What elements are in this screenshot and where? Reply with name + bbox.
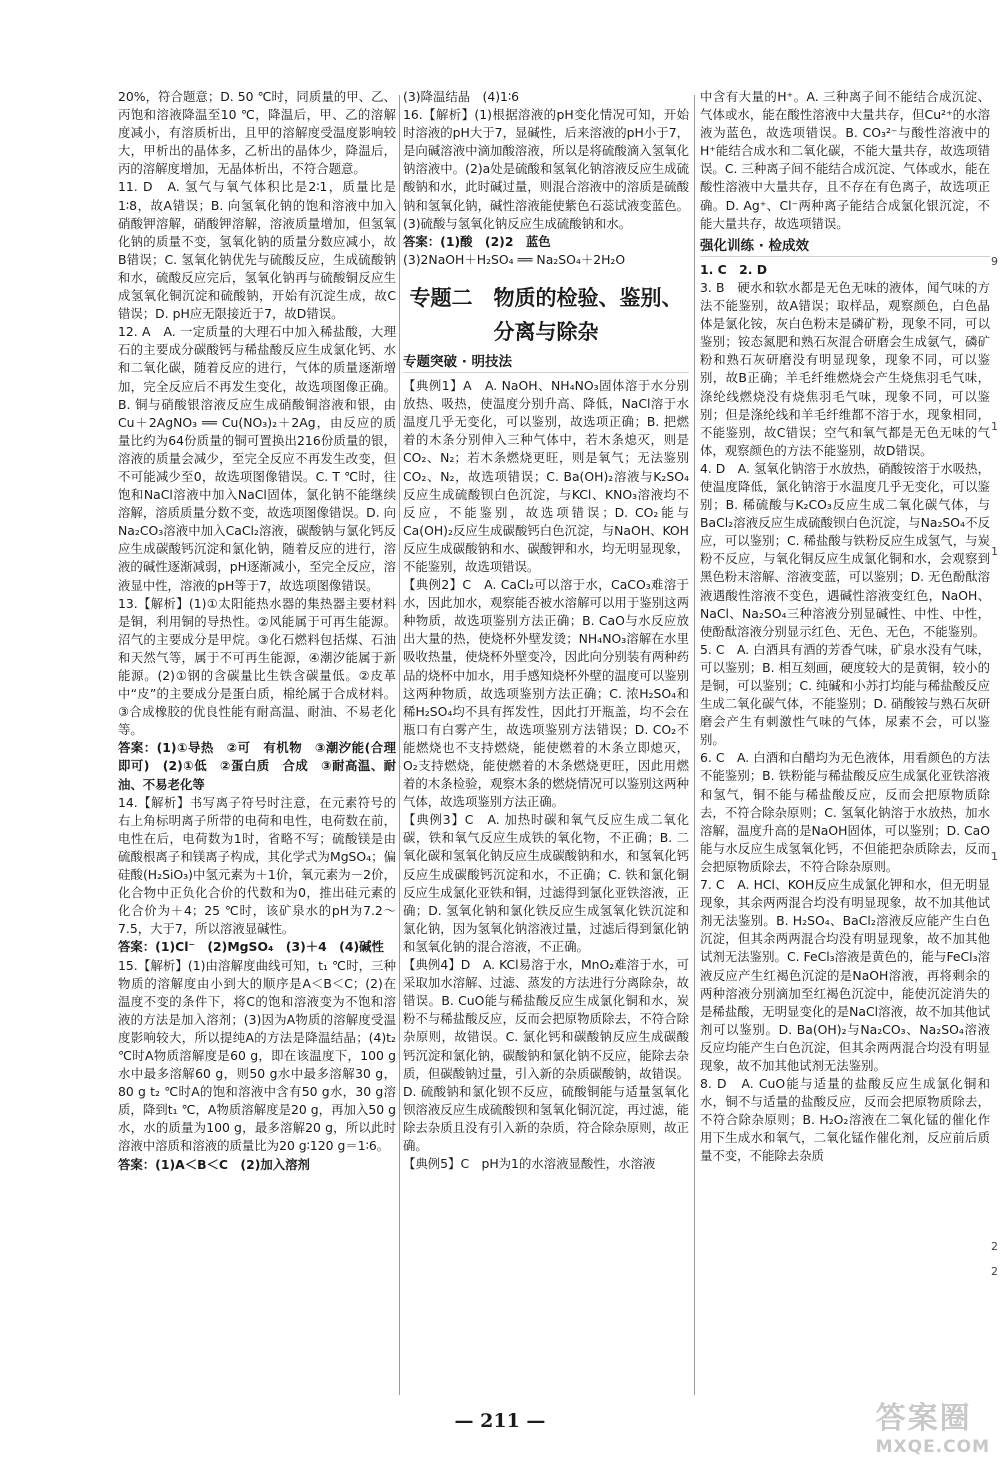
column-divider — [399, 95, 400, 1395]
answer-r6: 6. C A. 白酒和白醋均为无色液体，用看颜色的方法不能鉴别；B. 铁粉能与稀盐酸反应生成氯化亚铁溶液和氢气，铜不能与稀盐酸反应，反而会把原物质除去，不符合除杂原则；C. 氢氧化钠溶于水放热，加水溶解，温度升高的是NaOH固体，可以鉴别；D. CaO能与水反应生成氢氧化钙，不但能把杂质除去，反而会把原物质除去，不符合除杂原则。 — [700, 750, 990, 874]
middle-column — [403, 88, 689, 1438]
answer-q10-tail: 20%，符合题意；D. 50 ℃时，同质量的甲、乙、丙饱和溶液降温至10 ℃，降温后，甲、乙的溶解度减小，有溶质析出，且甲的溶解度受温度影响较大，甲析出的晶体多，乙析出的晶体少，降温后，丙的溶解度增加，无晶体析出，不符合题意。 — [118, 89, 396, 177]
answer-q15-key: 答案：(1)A＜B＜C (2)加入溶剂 — [118, 1156, 310, 1172]
right-column — [700, 88, 990, 1438]
example-4: 【典例4】D A. KCl易溶于水，MnO₂难溶于水，可采取加水溶解、过滤、蒸发的方法进行分离除杂，故错误。B. CuO能与稀盐酸反应生成氯化铜和水，炭粉不与稀盐酸反应，反而会把原物质除去，不符合除杂原则，故错误。C. 氯化钙和碳酸钠反应生成碳酸钙沉淀和氯化钠，碳酸钠和氯化钠不反应，能除去杂质，但碳酸钠过量，引入新的杂质碳酸钠，故错误。D. 硫酸钠和氯化钡不反应，硫酸铜能与适量氢氧化钡溶液反应生成硫酸钡和氢氧化铜沉淀，再过滤，能除去杂质且没有引入新的杂质，符合除杂原则，故正确。 — [403, 957, 689, 1153]
answer-q14-analysis: 14.【解析】书写离子符号时注意，在元素符号的右上角标明离子所带的电荷和电性，电荷数在前，电性在后，电荷数为1时，省略不写；硫酸镁是由硫酸根离子和镁离子构成，其化学式为MgSO₄；偏硅酸(H₂SiO₃)中氢元素为＋1价，氧元素为－2价，化合物中正负化合价的代数和为0，推出硅元素的化合价为＋4；25 ℃时，该矿泉水的pH为7.2～7.5，大于7，所以溶液显碱性。 — [118, 794, 396, 937]
answer-q15-key-tail: (3)降温结晶 (4)1∶6 — [403, 89, 520, 104]
answer-r1-2: 1. C 2. D — [700, 261, 768, 277]
topic-heading — [403, 281, 689, 349]
example-5-tail: 中含有大量的H⁺。A. 三种离子间不能结合成沉淀、气体或水，能在酸性溶液中大量共存，但Cu²⁺的水溶液为蓝色，故选项错误。B. CO₃²⁻与酸性溶液中的H⁺能结合成水和二氧化碳，不能大量共存，故选项错误。C. 三种离子间不能结合成沉淀、气体或水，能在酸性溶液中大量共存，且不存在有色离子，故选项正确。D. Ag⁺、Cl⁻两种离子能结合成氯化银沉淀，不能大量共存，故选项错误。 — [700, 89, 990, 231]
section-heading-training: 强化训练 · 检成效 — [700, 237, 990, 257]
answer-r3: 3. B 硬水和软水都是无色无味的液体，闻气味的方法不能鉴别，故A错误；取样品，观察颜色，白色晶体是氯化铵，灰白色粉末是磷矿粉，现象不同，可以鉴别；铵态氮肥和熟石灰混合研磨会生成氨气，磷矿粉和熟石灰研磨没有明显现象，现象不同，可以鉴别，故B正确；羊毛纤维燃烧会产生烧焦羽毛气味，涤纶线燃烧没有烧焦羽毛气味，现象不同，可以鉴别；但是涤纶线和羊毛纤维都不溶于水，现象相同，不能鉴别，故C错误；空气和氧气都是无色无味的气体，观察颜色的方法不能鉴别，故D错误。 — [700, 279, 990, 458]
example-2: 【典例2】C A. CaCl₂可以溶于水，CaCO₃难溶于水，因此加水，观察能否被水溶解可以用于鉴别这两种物质，故选项鉴别方法正确；B. CaO与水反应放出大量的热，使烧杯外壁发烫；NH₄NO₃溶解在水里吸收热量，使烧杯外壁变冷，因此向分别装有两种药品的烧杯中加水，用手感知烧杯外壁的温度可以鉴别这两种物质，故选项鉴别方法正确；C. 浓H₂SO₄和稀H₂SO₄均不具有挥发性，因此打开瓶盖，均不会在瓶口有白雾产生，故选项鉴别方法错误；D. CO₂不能燃烧也不支持燃烧，能使燃着的木条立即熄灭，O₂支持燃烧，能使燃着的木条燃烧更旺，因此用燃着的木条检验，观察木条的燃烧情况可以鉴别这两种气体，故选项鉴别方法正确。 — [403, 577, 689, 810]
example-1: 【典例1】A A. NaOH、NH₄NO₃固体溶于水分别放热、吸热，使温度分别升高、降低，NaCl溶于水温度几乎无变化，可以鉴别，故选项正确；B. 把燃着的木条分别伸入三种气体中，若木条熄灭，则是CO₂、N₂；若木条燃烧更旺，则是氧气；无法鉴别CO₂、N₂，故选项错误；C. Ba(OH)₂溶液与K₂SO₄反应生成硫酸钡白色沉淀，与KCl、KNO₃溶液均不反应，不能鉴别，故选项错误；D. CO₂能与Ca(OH)₂反应生成碳酸钙白色沉淀，与NaOH、KOH反应生成碳酸钠和水、碳酸钾和水，均无明显现象，不能鉴别，故选项错误。 — [403, 378, 689, 574]
watermark-url: MXQE.COM — [875, 1437, 990, 1457]
left-column — [118, 88, 396, 1438]
answer-q12: 12. A A. 一定质量的大理石中加入稀盐酸，大理石的主要成分碳酸钙与稀盐酸反应生成氯化钙、水和二氧化碳，随着反应的进行，气体的质量逐渐增加，完全反应后不再发生变化，故选项图像正确。B. 铜与硝酸银溶液反应生成硝酸铜溶液和银，由 Cu＋2AgNO₃ ══ Cu(NO₃)₂＋2Ag，由反应的质量比约为64份质量的铜可置换出216份质量的银，溶液的质量会减少，至完全反应不再发生改变，但不可能减少至0，故选项图像错误。C. T ℃时，往饱和NaCl溶液中加入NaCl固体，氯化钠不能继续溶解，溶质质量分数不变，故选项图像错误。D. 向Na₂CO₃溶液中加入CaCl₂溶液，碳酸钠与氯化钙反应生成碳酸钙沉淀和氯化钠，随着反应的进行，溶液的碱性逐渐减弱，pH逐渐减小，至完全反应，溶液显中性，溶液的pH等于7，故选项图像错误。 — [118, 324, 396, 593]
edge-mark: 9 — [991, 255, 998, 268]
answer-q16-key: 答案：(1)酸 (2)2 蓝色 — [403, 233, 551, 249]
answer-q13-key: 答案：(1)①导热 ②可 有机物 ③潮汐能(合理即可) (2)①低 ②蛋白质 合成 ③耐高温、耐油、不易老化等 — [118, 740, 396, 792]
answer-q13-analysis: 13.【解析】(1)①太阳能热水器的集热器主要材料是铜，利用铜的导热性。②风能属于可再生能源。沼气的主要成分是甲烷。③化石燃料包括煤、石油和天然气等，属于不可再生能源，④潮汐能属于新能源。(2)①钢的含碳量比生铁含碳量低。②皮革中“皮”的主要成分是蛋白质，棉纶属于合成材料。③合成橡胶的优良性能有耐高温、耐油、不易老化等。 — [118, 595, 396, 738]
edge-mark: 1 — [991, 545, 998, 558]
edge-mark: 2 — [991, 1265, 998, 1278]
answer-q16-equation: (3)2NaOH＋H₂SO₄ ══ Na₂SO₄＋2H₂O — [403, 251, 626, 267]
answer-r5: 5. C A. 白酒具有酒的芳香气味，矿泉水没有气味，可以鉴别；B. 相互刻画，硬度较大的是黄铜，较小的是铜，可以鉴别；C. 纯碱和小苏打均能与稀盐酸反应生成二氧化碳气体，不能鉴别；D. 硝酸铵与熟石灰研磨会产生有刺激性气味的气体，尿素不会，可以鉴别。 — [700, 641, 990, 748]
answer-q15-analysis: 15.【解析】(1)由溶解度曲线可知，t₁ ℃时，三种物质的溶解度由小到大的顺序是A＜B＜C；(2)在温度不变的条件下，将C的饱和溶液变为不饱和溶液的方法是加入溶剂；(3)因为A物质的溶解度受温度影响较大，所以提纯A的方法是降温结晶；(4)t₂ ℃时A物质溶解度是60 g，即在该温度下，100 g水中最多溶解60 g，则50 g水中最多溶解30 g，80 g t₂ ℃时A的饱和溶液中含有50 g水，30 g溶质，降到t₁ ℃，A物质溶解度是20 g，再加入50 g水，水的质量为100 g，最多溶解20 g，所以此时溶液中溶质和溶液的质量比为20 g∶120 g＝1∶6。 — [118, 957, 396, 1154]
answer-r8: 8. D A. CuO能与适量的盐酸反应生成氯化铜和水，铜不与适量的盐酸反应，反而会把原物质除去，不符合除杂原则；B. H₂O₂溶液在二氧化锰的催化作用下生成水和氧气，二氧化锰作催化剂，反应前后质量不变，不能除去杂质 — [700, 1076, 990, 1164]
section-heading-breakthrough: 专题突破 · 明技法 — [403, 353, 689, 373]
example-3: 【典例3】C A. 加热时碳和氧气反应生成二氧化碳，铁和氧气反应生成铁的氧化物，不正确；B. 二氧化碳和氢氧化钠反应生成碳酸钠和水，和氢氧化钙反应生成碳酸钙沉淀和水，不正确；C. 铁和氯化铜反应生成氯化亚铁和铜，过滤得到氯化亚铁溶液，正确；D. 氢氧化钠和氯化铁反应生成氢氧化铁沉淀和氯化钠，因为氢氧化钠溶液过量，过滤后得到氯化钠和氢氧化钠的混合溶液，不正确。 — [403, 812, 689, 954]
edge-mark: 1 — [991, 420, 998, 433]
watermark-text: 答案圈 — [875, 1401, 972, 1436]
page-number: — 211 — — [454, 1410, 546, 1432]
answer-q11: 11. D A. 氢气与氧气体积比是2∶1，质量比是1∶8，故A错误；B. 向氢氧化钠的饱和溶液中加入硝酸钾溶解，硝酸钾溶解，溶液质量增加，但氢氧化钠的质量不变，氢氧化钠的质量分数应减小，故B错误；C. 氢氧化钠优先与硫酸反应，生成硫酸钠和水，硫酸反应完后，氢氧化钠再与硫酸铜反应生成氢氧化铜沉淀和硫酸钠，开始有沉淀生成，故C错误；D. pH应无限接近于7，故D错误。 — [118, 179, 396, 322]
edge-mark: 2 — [991, 1240, 998, 1253]
column-divider — [694, 95, 695, 1395]
answer-r4: 4. D A. 氢氧化钠溶于水放热，硝酸铵溶于水吸热，使温度降低，氯化钠溶于水温度几乎无变化，可以鉴别；B. 稀硫酸与K₂CO₃反应生成二氧化碳气体，与BaCl₂溶液反应生成硫酸钡白色沉淀，与Na₂SO₄不反应，可以鉴别；C. 稀盐酸与铁粉反应生成氢气，与炭粉不反应，与氧化铜反应生成氯化铜和水，会观察到黑色粉末溶解、溶液变蓝，可以鉴别；D. 无色酚酞溶液遇酸性溶液不变色，遇碱性溶液变红色，NaOH、NaCl、Na₂SO₄三种溶液分别显碱性、中性、中性，使酚酞溶液分别显示红色、无色、无色，不能鉴别。 — [700, 460, 990, 639]
answer-r7: 7. C A. HCl、KOH反应生成氯化钾和水，但无明显现象，其余两两混合均没有明显现象，故不加其他试剂无法鉴别。B. H₂SO₄、BaCl₂溶液反应能产生白色沉淀，但其余两两混合均没有明显现象，故不加其他试剂无法鉴别。C. FeCl₃溶液是黄色的，能与FeCl₃溶液反应产生红褐色沉淀的是NaOH溶液，再将剩余的两种溶液分别滴加至红褐色沉淀中，能使沉淀消失的是稀盐酸，无明显变化的是NaCl溶液，故不加其他试剂可以鉴别。D. Ba(OH)₂与Na₂CO₃、Na₂SO₄溶液反应均能产生白色沉淀，但其余两两混合均没有明显现象，故不加其他试剂无法鉴别。 — [700, 877, 990, 1073]
watermark-logo — [876, 1393, 990, 1457]
edge-mark: 1 — [991, 850, 998, 863]
topic-title-line2: 分离与除杂 — [493, 318, 599, 344]
example-5: 【典例5】C pH为1的水溶液显酸性，水溶液 — [403, 1156, 656, 1172]
answer-q14-key: 答案：(1)Cl⁻ (2)MgSO₄ (3)＋4 (4)碱性 — [118, 939, 384, 955]
answer-q16-analysis: 16.【解析】(1)根据溶液的pH变化情况可知，开始时溶液的pH大于7，显碱性，后来溶液的pH小于7，是向碱溶液中滴加酸溶液，所以是将硫酸滴入氢氧化钠溶液中。(2)a处是硫酸和氢氧化钠溶液反应生成硫酸钠和水，此时碱过量，则混合溶液中的溶质是硫酸钠和氢氧化钠，碱性溶液能使紫色石蕊试液变蓝色。(3)硫酸与氢氧化钠反应生成硫酸钠和水。 — [403, 107, 689, 231]
topic-title-line1: 专题二 物质的检验、鉴别、 — [409, 284, 683, 310]
